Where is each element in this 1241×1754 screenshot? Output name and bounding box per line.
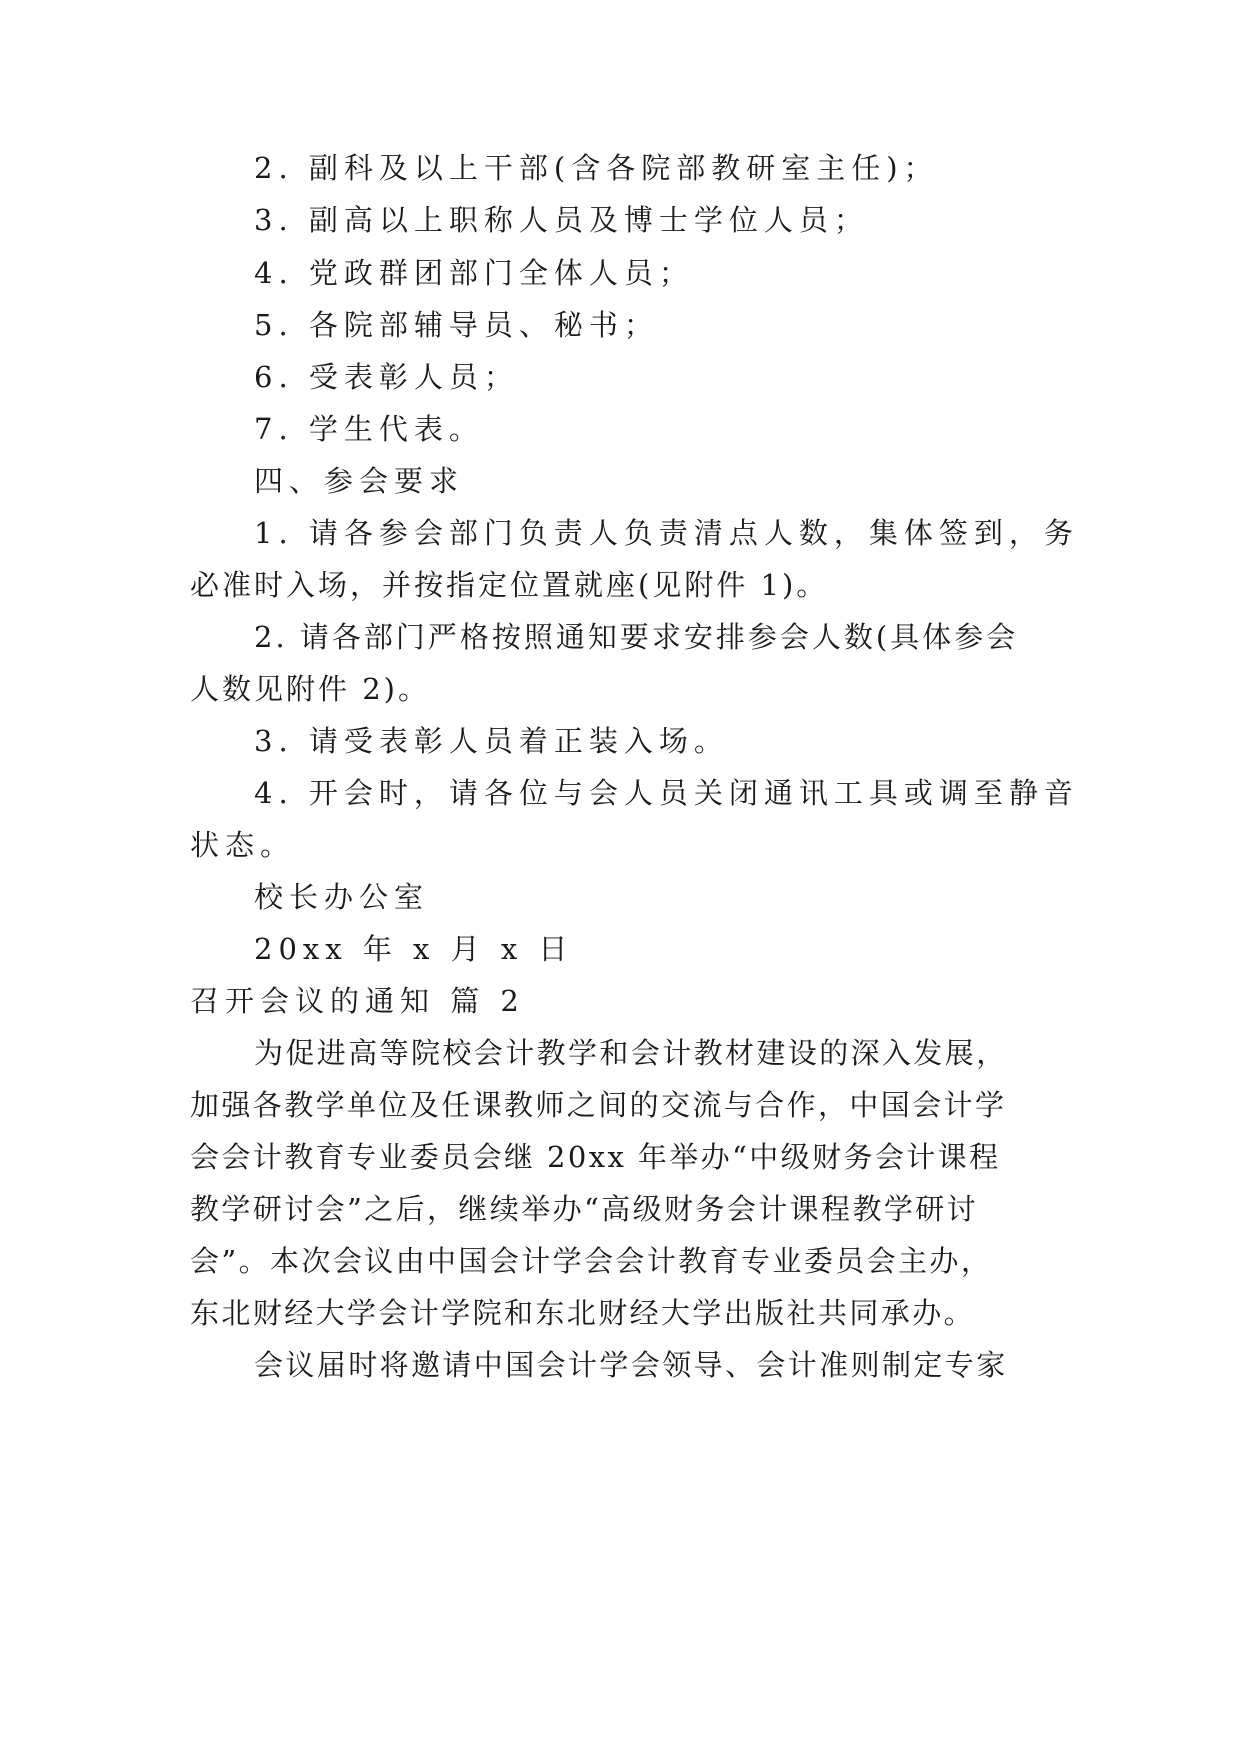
paragraph-line: 会会计教育专业委员会继 20xx 年举办“中级财务会计课程 [190, 1140, 1001, 1174]
date: 20xx 年 x 月 x 日 [254, 932, 574, 966]
paragraph-line: 东北财经大学会计学院和东北财经大学出版社共同承办。 [190, 1296, 976, 1330]
paragraph-line: 加强各教学单位及任课教师之间的交流与合作，中国会计学 [190, 1088, 1007, 1122]
requirement-2-line-1: 2. 请各部门严格按照通知要求安排参会人数(具体参会 [254, 620, 1019, 654]
list-item: 4. 党政群团部门全体人员； [254, 256, 694, 290]
requirement-1-line-1: 1. 请各参会部门负责人负责清点人数，集体签到，务 [254, 516, 1079, 550]
paragraph-line: 会议届时将邀请中国会计学会领导、会计准则制定专家 [254, 1348, 1008, 1382]
paragraph-line: 为促进高等院校会计教学和会计教材建设的深入发展， [254, 1036, 1008, 1070]
section-heading: 四、参会要求 [254, 464, 465, 498]
list-item: 7. 学生代表。 [254, 412, 484, 446]
list-item: 6. 受表彰人员； [254, 360, 519, 394]
requirement-4-line-2: 状态。 [190, 828, 296, 862]
requirement-1-line-2: 必准时入场，并按指定位置就座(见附件 1)。 [190, 568, 829, 602]
requirement-2-line-2: 人数见附件 2)。 [190, 672, 430, 706]
list-item: 2. 副科及以上干部(含各院部教研室主任)； [254, 151, 939, 185]
section-title: 召开会议的通知 篇 2 [190, 984, 525, 1018]
requirement-3: 3. 请受表彰人员着正装入场。 [254, 724, 729, 758]
paragraph-line: 教学研讨会”之后，继续举办“高级财务会计课程教学研讨 [190, 1192, 979, 1226]
requirement-4-line-1: 4. 开会时，请各位与会人员关闭通讯工具或调至静音 [254, 776, 1079, 810]
list-item: 5. 各院部辅导员、秘书； [254, 308, 659, 342]
signature: 校长办公室 [254, 880, 430, 914]
paragraph-line: 会”。本次会议由中国会计学会会计教育专业委员会主办， [190, 1244, 993, 1278]
list-item: 3. 副高以上职称人员及博士学位人员； [254, 203, 869, 237]
